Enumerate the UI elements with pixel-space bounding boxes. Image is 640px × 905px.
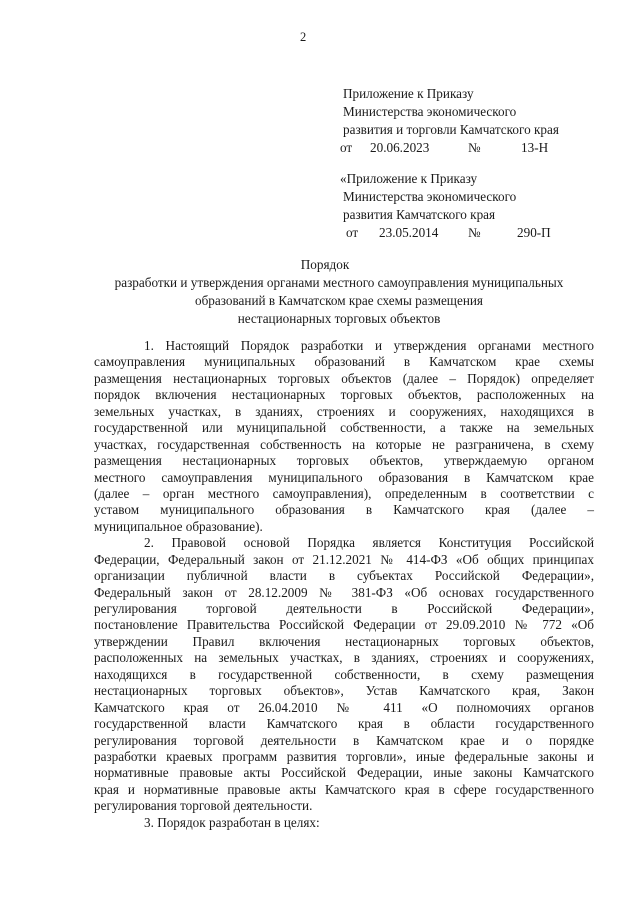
body-line: утверждении Правил включения нестационарных торговых объектов, bbox=[94, 633, 594, 649]
body-line: участках, государственная собственность на которые не разграничена, в схему bbox=[94, 436, 594, 452]
appendix-line: развития и торговли Камчатского края bbox=[343, 122, 559, 137]
title-line: образований в Камчатском крае схемы размещения bbox=[195, 293, 483, 308]
body-line: самоуправления муниципальных образований в Камчатском крае схемы bbox=[94, 354, 594, 370]
appendix-current bbox=[340, 85, 559, 157]
appendix-reference bbox=[340, 139, 559, 157]
body-line: регулирования торговой деятельности в Камчатском крае и о порядке bbox=[94, 732, 594, 748]
ref-number-sign: № bbox=[468, 225, 481, 240]
title-line: разработки и утверждения органами местного самоуправления муниципальных bbox=[114, 275, 564, 290]
appendix-line: «Приложение к Приказу bbox=[340, 171, 478, 186]
body-line: расположенных на земельных участках, в зданиях, строениях и сооружениях, bbox=[94, 650, 594, 666]
body-line: 2. Правовой основой Порядка является Конституция Российской bbox=[144, 535, 594, 551]
body-line: размещения нестационарных торговых объектов, утверждаемую органом bbox=[94, 453, 594, 469]
appendix-line: Министерства экономического bbox=[343, 189, 517, 204]
ref-from: от bbox=[346, 225, 359, 240]
ref-date: 23.05.2014 bbox=[379, 225, 439, 240]
body-line: 1. Настоящий Порядок разработки и утверждения органами местного bbox=[144, 338, 594, 353]
body-line: уставом муниципального образования в Камчатского края (далее – bbox=[94, 502, 594, 518]
appendix-line: Приложение к Приказу bbox=[343, 86, 474, 101]
page-number: 2 bbox=[300, 30, 307, 44]
body-line: государственной или муниципальной собственности, а также на земельных bbox=[94, 420, 594, 436]
body-line: размещения нестационарных торговых объектов (далее – Порядок) определяет bbox=[94, 370, 594, 386]
body-line: регулирования торговой деятельности. bbox=[94, 798, 313, 814]
document-title bbox=[0, 256, 640, 328]
title-line: нестационарных торговых объектов bbox=[237, 311, 441, 326]
body-line: Камчатского края от 26.04.2010 № 411 «О полномочиях органов bbox=[94, 699, 594, 715]
body-line: нестационарных торговых объектов», Устав Камчатского края, Закон bbox=[94, 683, 594, 699]
body-text bbox=[94, 338, 594, 831]
body-line: нормативные правовые акты Российской Федерации, иные законы Камчатского bbox=[94, 765, 594, 781]
body-line: 3. Порядок разработан в целях: bbox=[144, 814, 320, 830]
body-line: регулирования торговой деятельности в Российской Федерации», bbox=[94, 601, 594, 616]
appendix-line: развития Камчатского края bbox=[343, 207, 496, 222]
ref-number: 290-П bbox=[517, 225, 551, 240]
ref-number: 13-Н bbox=[521, 140, 549, 155]
body-line: порядок включения нестационарных торговых объектов, расположенных на bbox=[94, 387, 594, 403]
body-line: государственной власти Камчатского края в области государственного bbox=[94, 716, 594, 732]
body-line: Федеральный закон от 28.12.2009 № 381-ФЗ «Об основах государственного bbox=[94, 584, 594, 600]
body-line: находящихся в государственной собственности, в схему размещения bbox=[94, 666, 594, 682]
body-line: земельных участках, в зданиях, строениях и сооружениях, находящихся в bbox=[94, 403, 594, 419]
body-line: Федерации, Федеральный закон от 21.12.2021 № 414-ФЗ «Об общих принципах bbox=[94, 551, 594, 567]
appendix-original bbox=[340, 170, 551, 242]
body-line: разработки краевых программ развития торговли», иные федеральные законы и bbox=[94, 748, 594, 764]
body-line: местного самоуправления муниципального образования в Камчатском крае bbox=[94, 469, 594, 485]
ref-number-sign: № bbox=[468, 140, 481, 155]
body-line: постановление Правительства Российской Федерации от 29.09.2010 № 772 «Об bbox=[94, 617, 594, 633]
body-line: края и нормативные правовые акты Камчатского края в сфере государственного bbox=[94, 781, 594, 797]
ref-from: от bbox=[340, 140, 353, 155]
body-line: муниципальное образование). bbox=[94, 518, 263, 534]
appendix-line: Министерства экономического bbox=[343, 104, 517, 119]
ref-date: 20.06.2023 bbox=[370, 140, 430, 155]
body-line: организации публичной власти в субъектах Российской Федерации», bbox=[94, 568, 594, 584]
body-line: (далее – орган местного самоуправления), определенным в соответствии с bbox=[94, 485, 594, 501]
title-heading: Порядок bbox=[300, 257, 350, 272]
appendix-reference bbox=[343, 224, 551, 242]
